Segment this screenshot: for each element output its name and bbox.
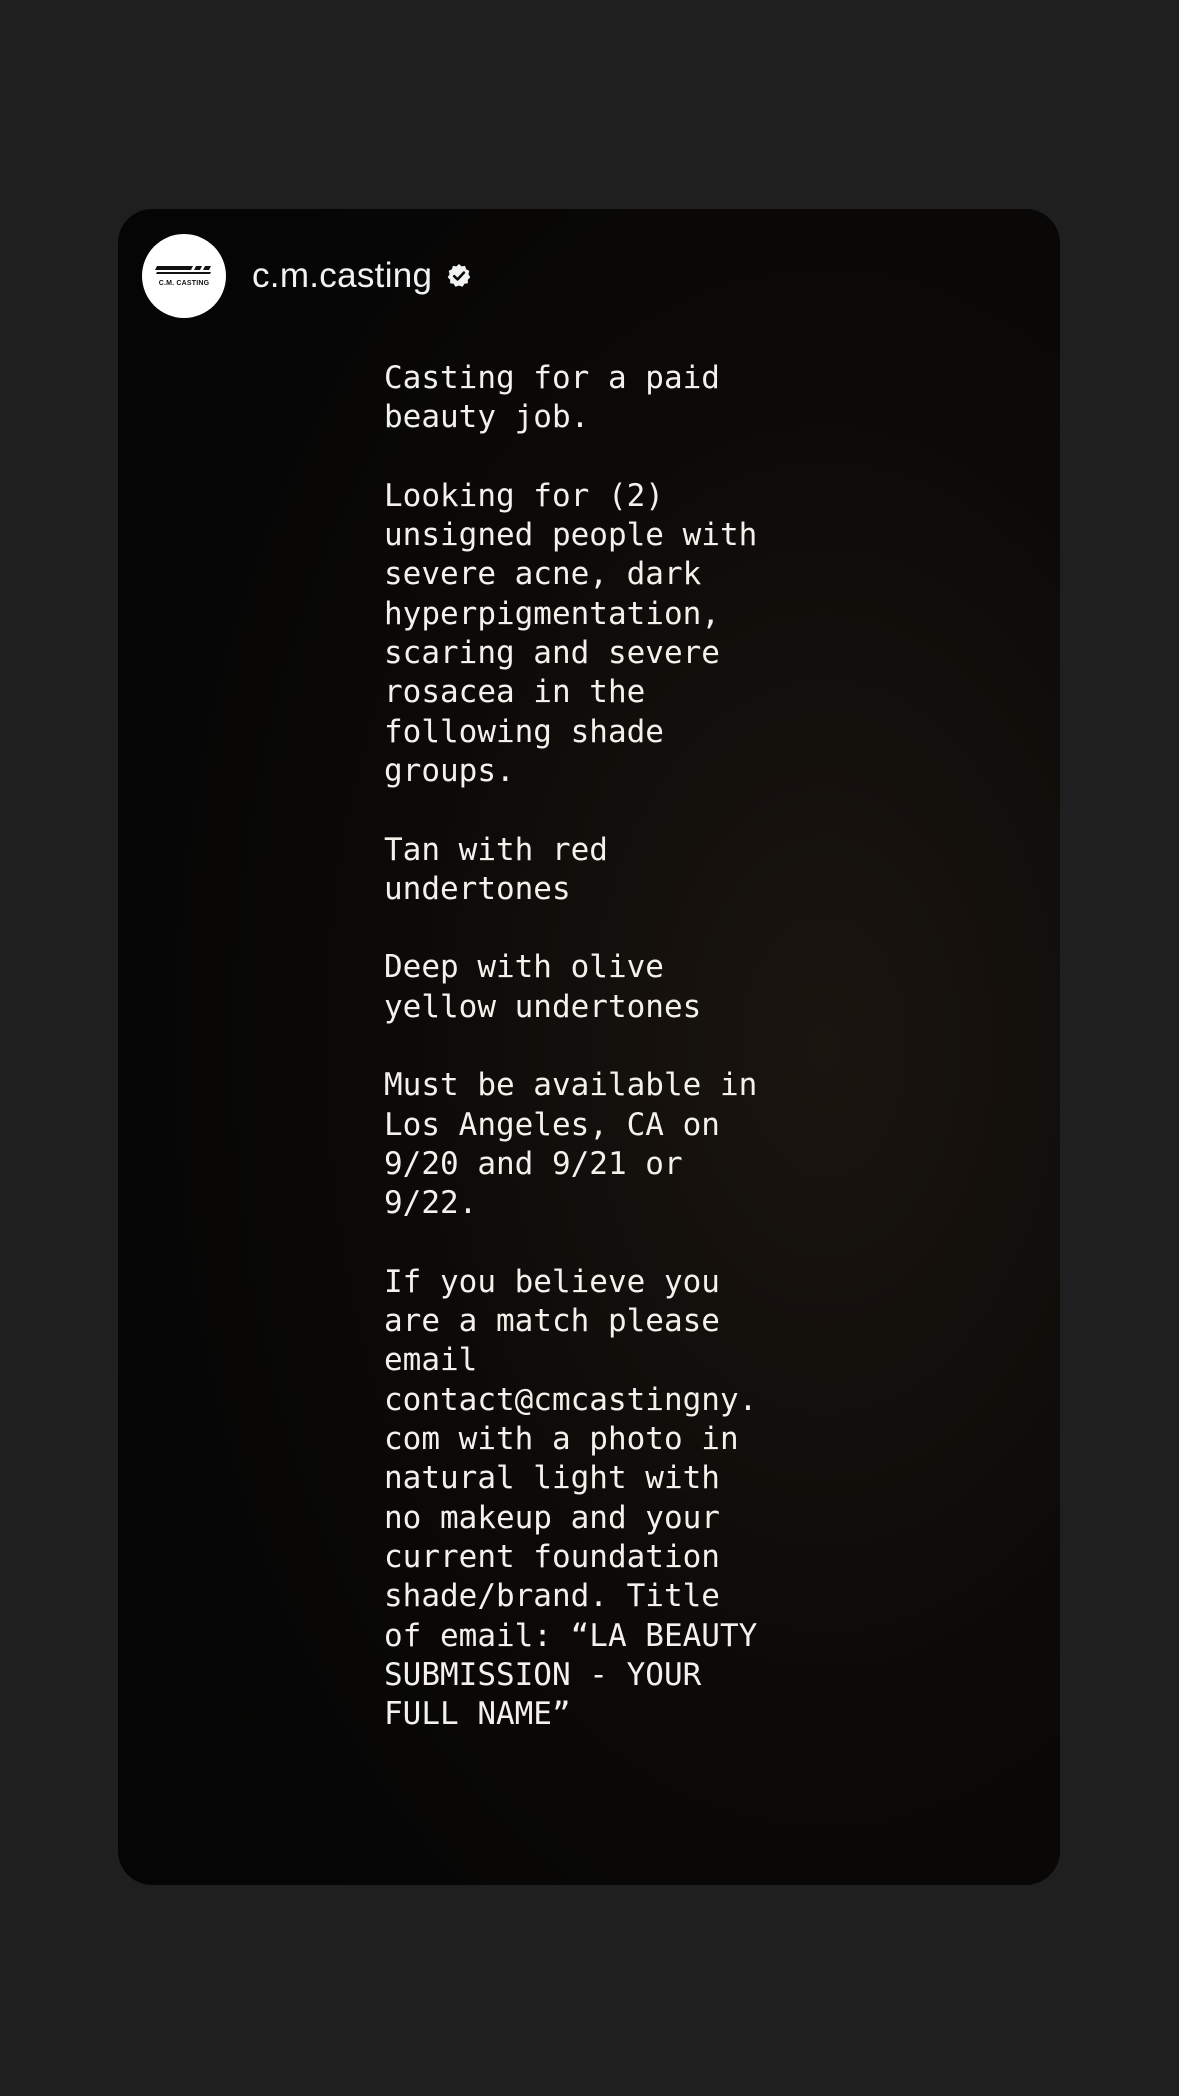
story-card — [118, 209, 1060, 1885]
avatar-logo-text: C.M. CASTING — [158, 280, 210, 287]
story-header — [142, 234, 472, 318]
story-text: Casting for a paid beauty job. Looking for (2) unsigned people with severe acne, dark hyperpigmentation, scaring and severe rosacea in the following shade groups. Tan with red undertones Deep with olive yellow undertones Must be available in Los Angeles, CA on 9/20 and 9/21 or 9/22. If you believe you are a match please email contact@cmcastingny. com with a photo in natural light with no makeup and your current foundation shade/brand. Title of email: “LA BEAUTY SUBMISSION - YOUR FULL NAME” — [384, 360, 758, 1733]
brand-logo-icon — [155, 265, 213, 277]
username[interactable]: c.m.casting — [252, 256, 433, 295]
verified-badge-icon — [446, 263, 472, 289]
avatar[interactable] — [142, 234, 226, 318]
